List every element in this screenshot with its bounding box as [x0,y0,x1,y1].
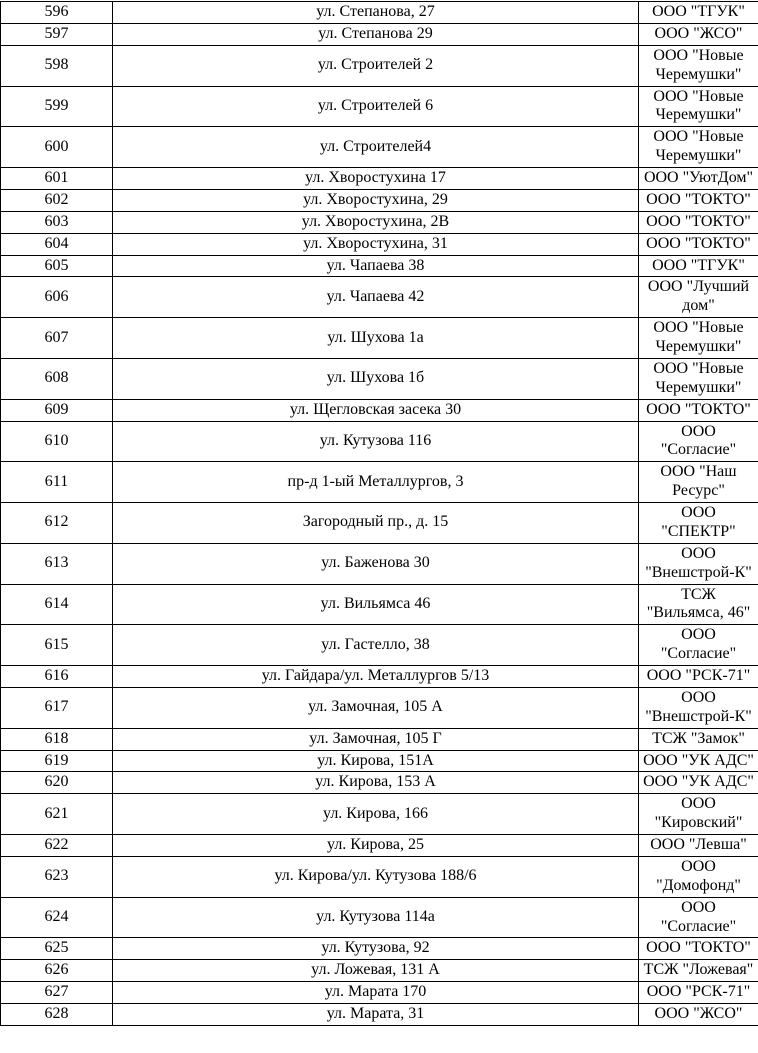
table-row [1,23,758,45]
organization-cell: ООО "ТОКТО" [639,233,758,255]
organization-cell: ООО "Согласие" [639,421,758,462]
address-cell: ул. Вильямса 46 [113,584,639,625]
address-cell: ул. Строителей4 [113,127,639,168]
address-cell: ул. Кирова, 151А [113,750,639,772]
row-number-cell: 605 [1,255,113,277]
row-number-cell: 612 [1,503,113,544]
table-row [1,772,758,794]
table-row [1,625,758,666]
row-number-cell: 599 [1,86,113,127]
row-number-cell: 604 [1,233,113,255]
table-row [1,45,758,86]
address-cell: ул. Щегловская засека 30 [113,399,639,421]
organization-cell: ООО "Внешстрой-К" [639,543,758,584]
row-number-cell: 625 [1,938,113,960]
address-cell: ул. Гайдара/ул. Металлургов 5/13 [113,666,639,688]
row-number-cell: 627 [1,982,113,1004]
table-row [1,835,758,857]
row-number-cell: 608 [1,358,113,399]
address-cell: ул. Хворостухина 17 [113,168,639,190]
organization-cell: ООО "Кировский" [639,794,758,835]
row-number-cell: 610 [1,421,113,462]
table-row [1,462,758,503]
address-cell: ул. Ложевая, 131 А [113,960,639,982]
table-row [1,358,758,399]
address-cell: ул. Марата 170 [113,982,639,1004]
address-cell: ул. Кирова/ул. Кутузова 188/6 [113,856,639,897]
row-number-cell: 622 [1,835,113,857]
address-cell: ул. Гастелло, 38 [113,625,639,666]
table-row [1,960,758,982]
organization-cell: ООО "ТОКТО" [639,938,758,960]
address-cell: пр-д 1-ый Металлургов, 3 [113,462,639,503]
organization-cell: ТСЖ "Замок" [639,728,758,750]
organization-cell: ООО "СПЕКТР" [639,503,758,544]
address-cell: ул. Баженова 30 [113,543,639,584]
row-number-cell: 613 [1,543,113,584]
row-number-cell: 620 [1,772,113,794]
organization-cell: ООО "ЖСО" [639,23,758,45]
address-cell: ул. Хворостухина, 2В [113,211,639,233]
row-number-cell: 596 [1,2,113,24]
buildings-management-table [0,1,758,1026]
address-cell: ул. Хворостухина, 31 [113,233,639,255]
table-row [1,543,758,584]
organization-cell: ООО "ТОКТО" [639,189,758,211]
row-number-cell: 614 [1,584,113,625]
table-row [1,168,758,190]
row-number-cell: 609 [1,399,113,421]
table-row [1,687,758,728]
organization-cell: ООО "Согласие" [639,625,758,666]
table-row [1,211,758,233]
table-row [1,86,758,127]
row-number-cell: 624 [1,897,113,938]
organization-cell: ООО "Новые Черемушки" [639,358,758,399]
address-cell: ул. Кутузова 116 [113,421,639,462]
row-number-cell: 601 [1,168,113,190]
organization-cell: ООО "ТГУК" [639,255,758,277]
table-row [1,794,758,835]
organization-cell: ООО "Домофонд" [639,856,758,897]
row-number-cell: 602 [1,189,113,211]
row-number-cell: 617 [1,687,113,728]
organization-cell: ООО "Наш Ресурс" [639,462,758,503]
address-cell: ул. Степанова 29 [113,23,639,45]
row-number-cell: 623 [1,856,113,897]
address-cell: ул. Степанова, 27 [113,2,639,24]
table-row [1,856,758,897]
organization-cell: ТСЖ "Ложевая" [639,960,758,982]
table-row [1,938,758,960]
table-row [1,189,758,211]
row-number-cell: 598 [1,45,113,86]
table-row [1,233,758,255]
table-row [1,982,758,1004]
organization-cell: ООО "Новые Черемушки" [639,86,758,127]
row-number-cell: 607 [1,318,113,359]
address-cell: ул. Хворостухина, 29 [113,189,639,211]
address-cell: ул. Шухова 1а [113,318,639,359]
organization-cell: ООО "Новые Черемушки" [639,318,758,359]
row-number-cell: 628 [1,1004,113,1026]
address-cell: ул. Шухова 1б [113,358,639,399]
address-cell: ул. Кирова, 153 А [113,772,639,794]
address-cell: ул. Чапаева 42 [113,277,639,318]
table-row [1,318,758,359]
address-cell: ул. Кутузова, 92 [113,938,639,960]
organization-cell: ООО "Левша" [639,835,758,857]
organization-cell: ТСЖ "Вильямса, 46" [639,584,758,625]
organization-cell: ООО "Внешстрой-К" [639,687,758,728]
row-number-cell: 606 [1,277,113,318]
organization-cell: ООО "ТГУК" [639,2,758,24]
row-number-cell: 600 [1,127,113,168]
organization-cell: ООО "ТОКТО" [639,399,758,421]
organization-cell: ООО "УК АДС" [639,772,758,794]
table-row [1,728,758,750]
address-cell: ул. Строителей 2 [113,45,639,86]
address-cell: ул. Марата, 31 [113,1004,639,1026]
address-cell: ул. Кирова, 25 [113,835,639,857]
organization-cell: ООО "РСК-71" [639,982,758,1004]
organization-cell: ООО "УютДом" [639,168,758,190]
table-row [1,2,758,24]
table-row [1,399,758,421]
organization-cell: ООО "УК АДС" [639,750,758,772]
table-row [1,897,758,938]
row-number-cell: 603 [1,211,113,233]
table-row [1,750,758,772]
organization-cell: ООО "Новые Черемушки" [639,127,758,168]
table-row [1,666,758,688]
organization-cell: ООО "ТОКТО" [639,211,758,233]
row-number-cell: 619 [1,750,113,772]
table-row [1,584,758,625]
row-number-cell: 611 [1,462,113,503]
address-cell: ул. Строителей 6 [113,86,639,127]
address-cell: ул. Кутузова 114а [113,897,639,938]
table-row [1,255,758,277]
table-row [1,421,758,462]
organization-cell: ООО "ЖСО" [639,1004,758,1026]
table-row [1,503,758,544]
table-body [1,2,758,1026]
row-number-cell: 597 [1,23,113,45]
row-number-cell: 618 [1,728,113,750]
organization-cell: ООО "Согласие" [639,897,758,938]
address-cell: ул. Чапаева 38 [113,255,639,277]
address-cell: Загородный пр., д. 15 [113,503,639,544]
table-row [1,1004,758,1026]
row-number-cell: 626 [1,960,113,982]
row-number-cell: 616 [1,666,113,688]
row-number-cell: 621 [1,794,113,835]
address-cell: ул. Замочная, 105 Г [113,728,639,750]
organization-cell: ООО "РСК-71" [639,666,758,688]
organization-cell: ООО "Новые Черемушки" [639,45,758,86]
address-cell: ул. Замочная, 105 А [113,687,639,728]
address-cell: ул. Кирова, 166 [113,794,639,835]
row-number-cell: 615 [1,625,113,666]
organization-cell: ООО "Лучший дом" [639,277,758,318]
table-row [1,277,758,318]
table-row [1,127,758,168]
